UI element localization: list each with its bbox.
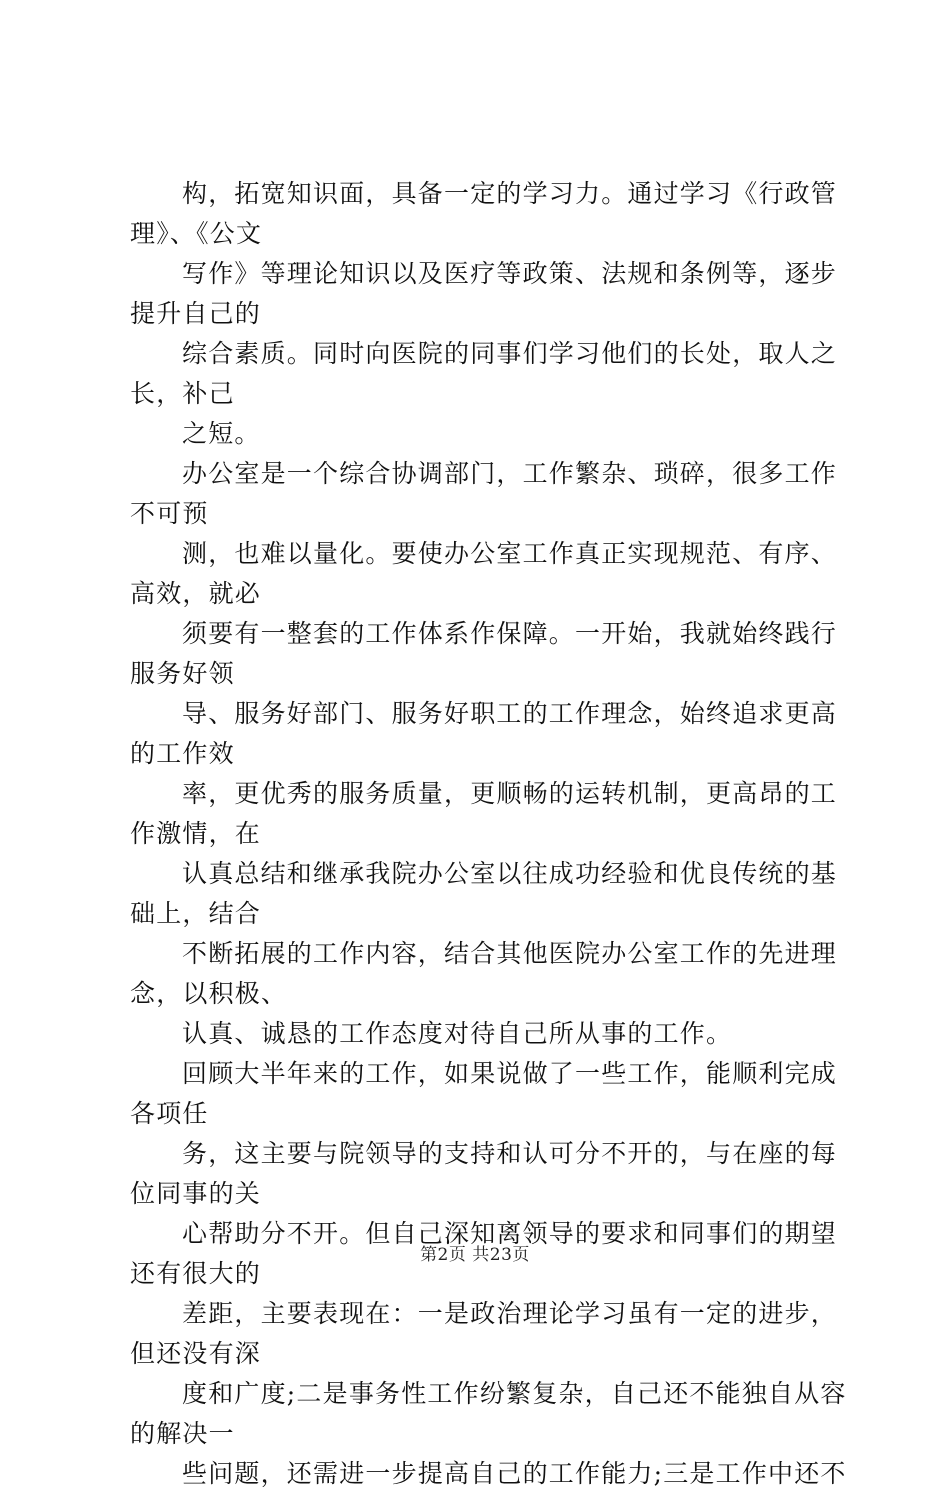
text-line: 础上，结合 (130, 899, 262, 928)
text-line: 导、服务好部门、服务好职工的工作理念，始终追求更高 (182, 699, 838, 728)
text-line: 测，也难以量化。要使办公室工作真正实现规范、有序、 (182, 539, 838, 568)
text-line: 念，以积极、 (130, 979, 288, 1008)
text-line: 高效，就必 (130, 579, 262, 608)
text-line: 但还没有深 (130, 1339, 262, 1368)
text-line: 率，更优秀的服务质量，更顺畅的运转机制，更高昂的工 (182, 779, 838, 808)
text-line: 作激情，在 (130, 819, 262, 848)
text-line: 各项任 (130, 1099, 209, 1128)
text-line: 不可预 (130, 499, 209, 528)
text-line: 综合素质。同时向医院的同事们学习他们的长处，取人之 (182, 339, 838, 368)
text-line: 须要有一整套的工作体系作保障。一开始，我就始终践行 (182, 619, 838, 648)
text-line: 的工作效 (130, 739, 235, 768)
text-line: 构，拓宽知识面，具备一定的学习力。通过学习《行政管 (182, 179, 838, 208)
text-line: 回顾大半年来的工作，如果说做了一些工作，能顺利完成 (182, 1059, 838, 1088)
text-line: 还有很大的 (130, 1259, 262, 1288)
text-line: 之短。 (182, 419, 261, 448)
text-line: 度和广度;二是事务性工作纷繁复杂，自己还不能独自从容 (182, 1379, 847, 1408)
text-line: 写作》等理论知识以及医疗等政策、法规和条例等，逐步 (182, 259, 838, 288)
text-line: 不断拓展的工作内容，结合其他医院办公室工作的先进理 (182, 939, 838, 968)
document-body (130, 174, 847, 1494)
text-line: 认真、诚恳的工作态度对待自己所从事的工作。 (182, 1019, 733, 1048)
text-line: 服务好领 (130, 659, 235, 688)
text-line: 位同事的关 (130, 1179, 262, 1208)
text-line: 办公室是一个综合协调部门，工作繁杂、琐碎，很多工作 (182, 459, 838, 488)
text-line: 的解决一 (130, 1419, 235, 1448)
text-line: 些问题，还需进一步提高自己的工作能力;三是工作中还不 (182, 1459, 847, 1488)
text-line: 提升自己的 (130, 299, 262, 328)
page-footer: 第2页 共23页 (420, 1245, 530, 1265)
text-line: 务，这主要与院领导的支持和认可分不开的，与在座的每 (182, 1139, 838, 1168)
text-line: 差距，主要表现在：一是政治理论学习虽有一定的进步， (182, 1299, 838, 1328)
text-line: 长，补己 (130, 379, 235, 408)
text-line: 心帮助分不开。但自己深知离领导的要求和同事们的期望 (182, 1219, 838, 1248)
text-line: 理》、《公文 (130, 219, 263, 248)
text-line: 认真总结和继承我院办公室以往成功经验和优良传统的基 (182, 859, 838, 888)
